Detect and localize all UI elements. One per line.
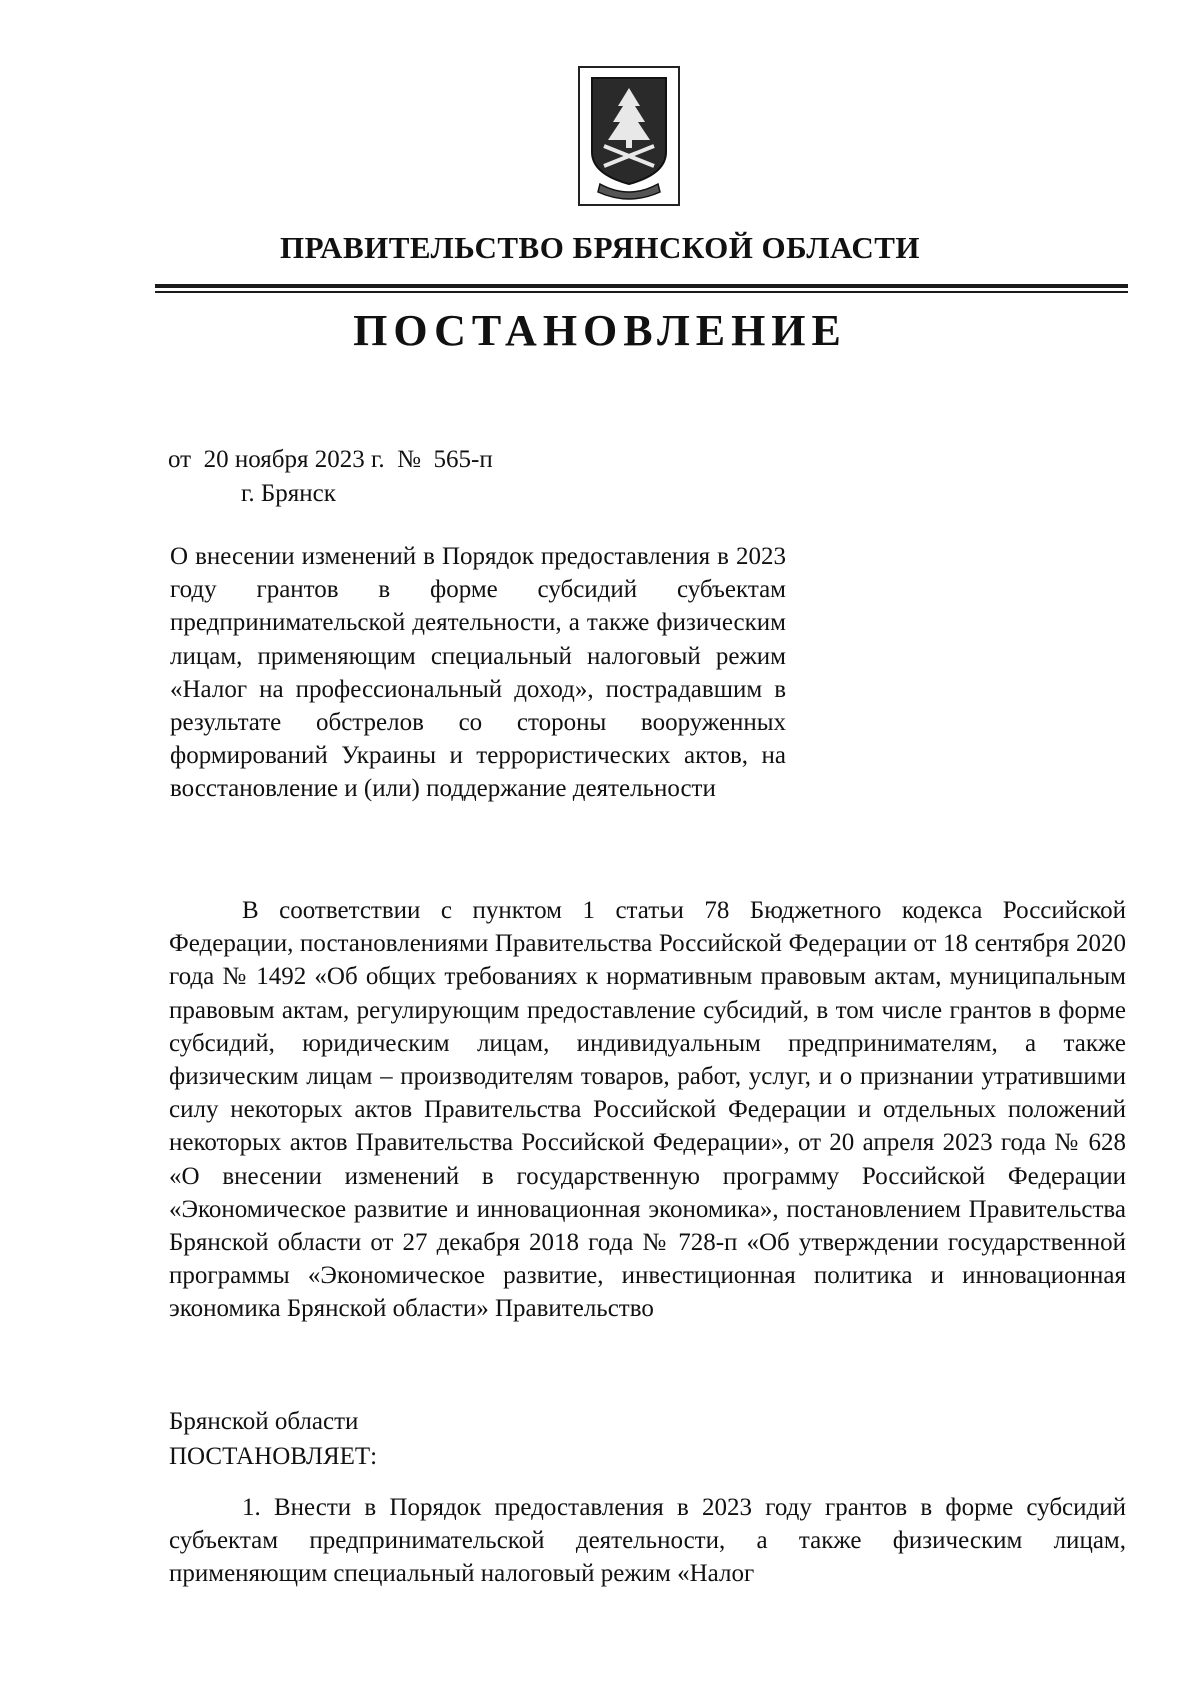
- decree-word: ПОСТАНОВЛЯЕТ:: [169, 1443, 378, 1470]
- government-title: ПРАВИТЕЛЬСТВО БРЯНСКОЙ ОБЛАСТИ: [279, 230, 921, 265]
- preamble-tail: Брянской области: [169, 1408, 359, 1435]
- document-type-heading: ПОСТАНОВЛЕНИЕ: [353, 306, 847, 355]
- preamble-paragraph: В соответствии с пунктом 1 статьи 78 Бюджетного кодекса Российской Федерации, постановлениями Правительства Российской Федерации от 18 сентября 2020 года № 1492 «Об общих требованиях к нормативным правовым актам, муниципальным правовым актам, регулирующим предоставление субсидий, в том числе грантов в форме субсидий, юридическим лицам, индивидуальным предпринимателям, а также физическим лицам – производителям товаров, работ, услуг, и о признании утратившими силу некоторых актов Правительства Российской Федерации и отдельных положений некоторых актов Правительства Российской Федерации», от 20 апреля 2023 года № 628 «О внесении изменений в государственную программу Российской Федерации «Экономическое развитие и инновационная экономика», постановлением Правительства Брянской области от 27 декабря 2018 года № 728-п «Об утверждении государственной программы «Экономическое развитие, инвестиционная политика и инновационная экономика Брянской области» Правительство: [169, 897, 1126, 1323]
- item-1-paragraph: 1. Внести в Порядок предоставления в 2023 году грантов в форме субсидий субъектам предпринимательской деятельности, а также физическим лицам, применяющим специальный налоговый режим «Налог: [169, 1494, 1126, 1588]
- document-subject: О внесении изменений в Порядок предоставления в 2023 году грантов в форме субсидий субъектам предпринимательской деятельности, а также физическим лицам, применяющим специальный налоговый режим «Налог на профессиональный доход», пострадавшим в результате обстрелов со стороны вооруженных формирований Украины и террористических актов, на восстановление и (или) поддержание деятельности: [170, 543, 786, 803]
- header-divider: [155, 284, 1128, 293]
- document-city: г. Брянск: [241, 480, 336, 507]
- coat-of-arms-icon: [578, 66, 680, 206]
- document-date-number: от 20 ноября 2023 г. № 565-п: [168, 446, 493, 473]
